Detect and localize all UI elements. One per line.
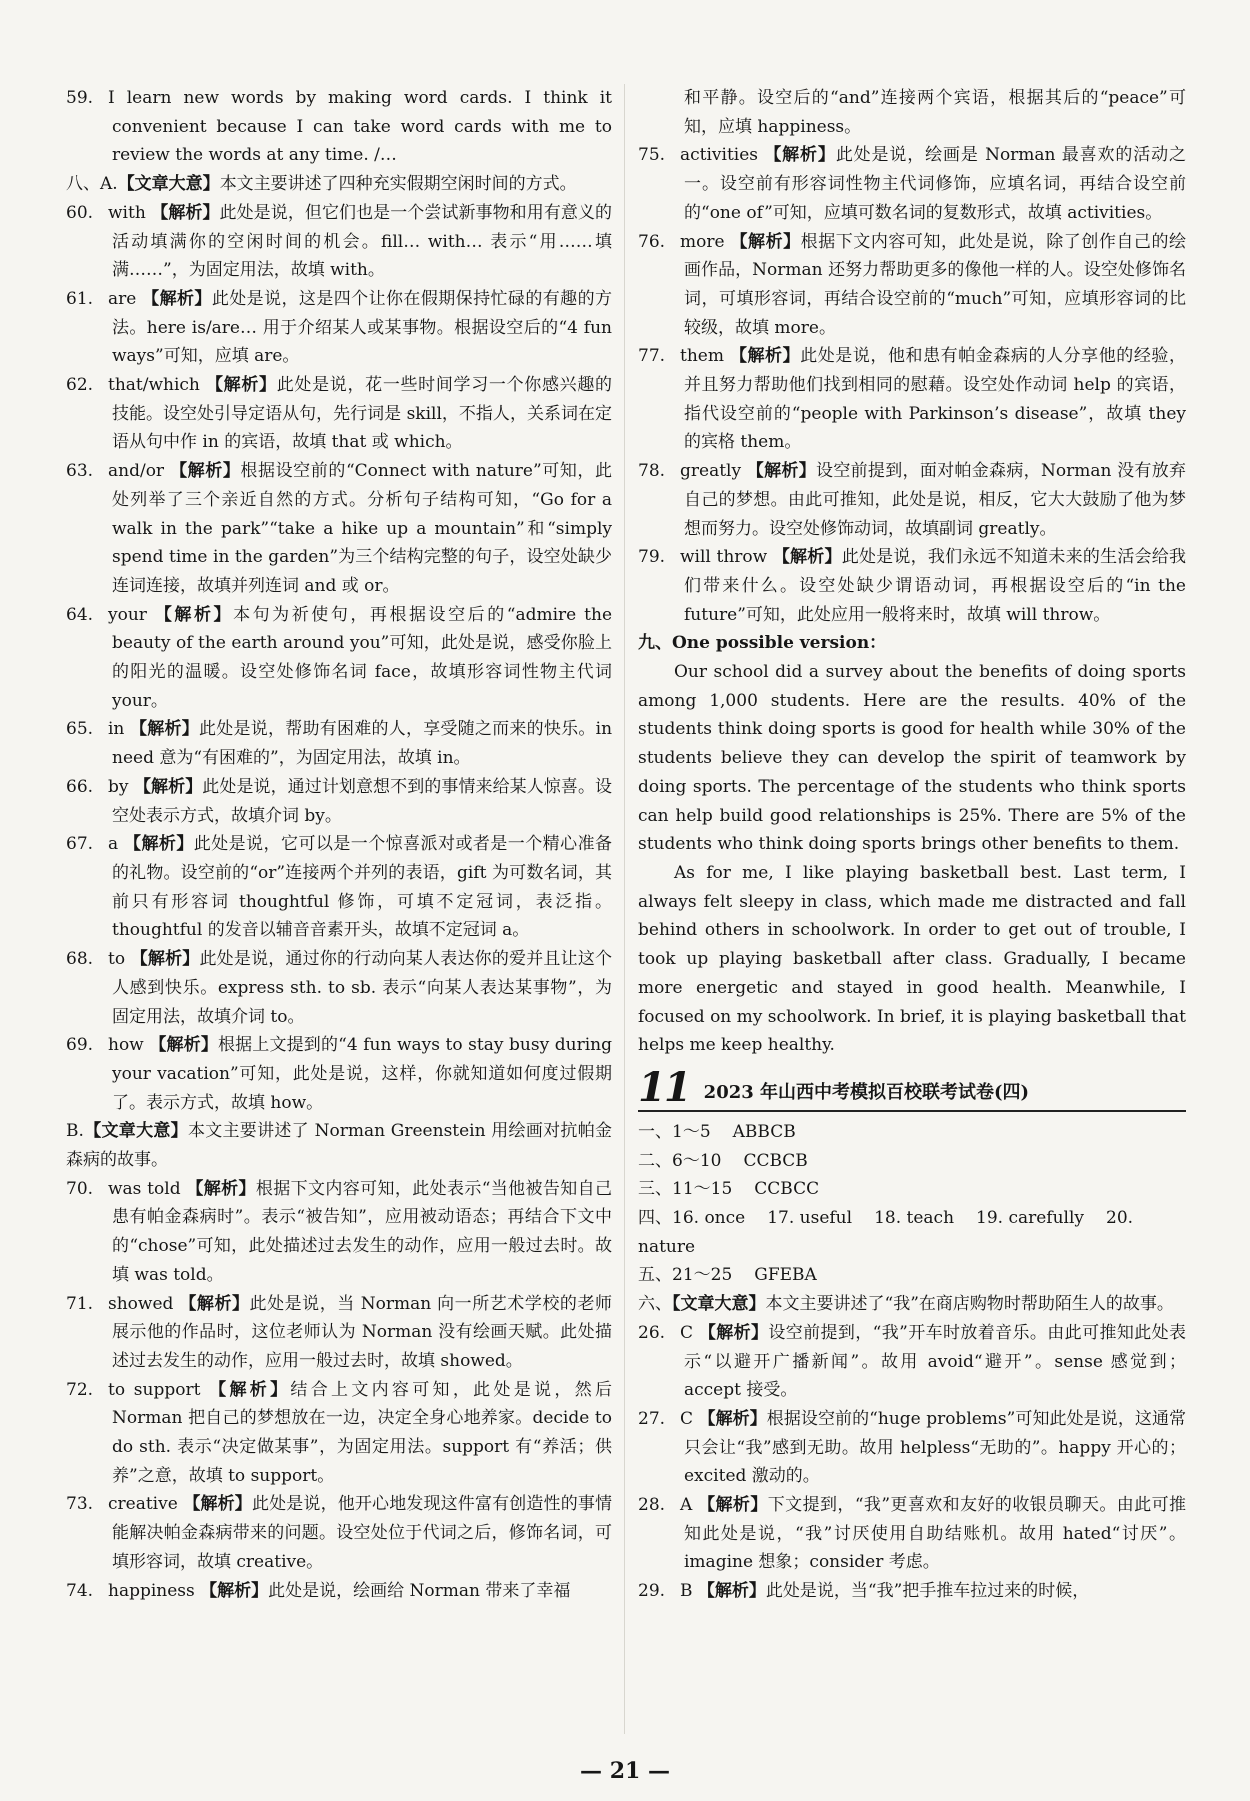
- exam-number: 11: [638, 1063, 690, 1111]
- answer-59: 59. I learn new words by making word cards. I think it convenient because I can take word cards with me to review the words at any time. /…: [66, 88, 612, 166]
- section-8b-summary: B.【文章大意】本文主要讲述了 Norman Greenstein 用绘画对抗帕金森病的故事。: [66, 1121, 612, 1171]
- exam-heading: [638, 1063, 1186, 1112]
- answer-65: 65. in 【解析】此处是说，帮助有困难的人，享受随之而来的快乐。in need 意为“有困难的”，为固定用法，故填 in。: [66, 719, 613, 769]
- exam-title: 2023 年山西中考模拟百校联考试卷(四): [703, 1081, 1030, 1103]
- answers-1-5: 一、1～5 ABBCB: [638, 1121, 796, 1142]
- answer-74-continued: 和平静。设空后的“and”连接两个宾语，根据其后的“peace”可知，应填 happiness。: [684, 88, 1186, 137]
- section-8a-summary: 八、A.【文章大意】本文主要讲述了四种充实假期空闲时间的方式。: [66, 174, 577, 195]
- essay-paragraph-2: As for me, I like playing basketball best. Last term, I always felt sleepy in class, which made me distracted and fall behind others in schoolwork. In order to get out of trouble, I took up playing basketball after class. Gradually, I became more energetic and stayed in good health. Meanwhile, I focused on my schoolwork. In brief, it is playing basketball that helps me keep healthy.: [638, 862, 1186, 1056]
- answer-27: 27. C 【解析】根据设空前的“huge problems”可知此处是说，这通常只会让“我”感到无助。故用 helpless“无助的”。happy 开心的；excited 激动的。: [638, 1408, 1187, 1487]
- answer-75: 75. activities 【解析】此处是说，绘画是 Norman 最喜欢的活动之一。设空前有形容词性物主代词修饰，应填名词，再结合设空前的“one of”可知，应填可数名词的复数形式，故填 activities。: [638, 145, 1187, 223]
- answer-68: 68. to 【解析】此处是说，通过你的行动向某人表达你的爱并且让这个人感到快乐。express sth. to sb. 表示“向某人表达某事物”，为固定用法，故填介词 to。: [66, 949, 613, 1027]
- right-column: [638, 84, 1186, 1606]
- answer-26: 26. C 【解析】设空前提到，“我”开车时放着音乐。由此可推知此处表示“以避开广播新闻”。故用 avoid“避开”。sense 感觉到；accept 接受。: [638, 1322, 1186, 1401]
- column-divider: [624, 84, 625, 1734]
- essay-paragraph-1: Our school did a survey about the benefits of doing sports among 1,000 students. Here are the results. 40% of the students think doing sports is good for health while 30% of the students believe they can develop the spirit of teamwork by doing sports. The percentage of the students who think sports can help build good relationships is 25%. There are 5% of the students who think doing sports brings other benefits to them.: [638, 662, 1186, 855]
- answers-21-25: 五、21～25 GFEBA: [638, 1265, 817, 1286]
- answer-62: 62. that/which 【解析】此处是说，花一些时间学习一个你感兴趣的技能。设空处引导定语从句，先行词是 skill，不指人，关系词在定语从句中作 in 的宾语，故填 that 或 which。: [66, 375, 613, 453]
- answer-76: 76. more 【解析】根据下文内容可知，此处是说，除了创作自己的绘画作品，Norman 还努力帮助更多的像他一样的人。设空处修饰名词，可填形容词，再结合设空前的“much”可知，应填形容词的比较级，故填 more。: [638, 231, 1187, 338]
- page-number: — 21 —: [580, 1758, 670, 1784]
- answer-28: 28. A 【解析】下文提到，“我”更喜欢和友好的收银员聊天。由此可推知此处是说，“我”讨厌使用自助结账机。故用 hated“讨厌”。imagine 想象；consider 考虑。: [638, 1495, 1187, 1573]
- answer-66: 66. by 【解析】此处是说，通过计划意想不到的事情来给某人惊喜。设空处表示方式，故填介词 by。: [66, 776, 613, 826]
- answer-74: 74. happiness 【解析】此处是说，绘画给 Norman 带来了幸福: [66, 1580, 571, 1601]
- answer-79: 79. will throw 【解析】此处是说，我们永远不知道未来的生活会给我们带来什么。设空处缺少谓语动词，再根据设空后的“in the future”可知，此处应用一般将来时，故填 will throw。: [638, 547, 1187, 625]
- answers-6-10: 二、6～10 CCBCB: [638, 1150, 808, 1171]
- answer-77: 77. them 【解析】此处是说，他和患有帕金森病的人分享他的经验，并且努力帮助他们找到相同的慰藉。设空处作动词 help 的宾语，指代设空前的“people with Parkinson’s disease”，故填 they 的宾格 them。: [638, 346, 1186, 453]
- answers-16-20: 四、16. once 17. useful 18. teach 19. carefully 20. nature: [638, 1208, 1134, 1257]
- answers-11-15: 三、11～15 CCBCC: [638, 1179, 820, 1200]
- answer-73: 73. creative 【解析】此处是说，他开心地发现这件富有创造性的事情能解决帕金森病带来的问题。设空处位于代词之后，修饰名词，可填形容词，故填 creative。: [66, 1494, 613, 1572]
- answer-69: 69. how 【解析】根据上文提到的“4 fun ways to stay busy during your vacation”可知，此处是说，这样，你就知道如何度过假期了。表示方式，故填 how。: [66, 1035, 612, 1113]
- answer-63: 63. and/or 【解析】根据设空前的“Connect with nature”可知，此处列举了三个亲近自然的方式。分析句子结构可知，“Go for a walk in the park”“take a hike up a mountain”和“simply spend time in the garden”为三个结构完整的句子，设空处缺少连词连接，故填并列连词 and 或 or。: [66, 461, 613, 596]
- answer-67: 67. a 【解析】此处是说，它可以是一个惊喜派对或者是一个精心准备的礼物。设空前的“or”连接两个并列的表语，gift 为可数名词，其前只有形容词 thoughtful 修饰，可填不定冠词，表泛指。thoughtful 的发音以辅音音素开头，故填不定冠词 a。: [66, 834, 613, 941]
- answer-78: 78. greatly 【解析】设空前提到，面对帕金森病，Norman 没有放弃自己的梦想。由此可推知，此处是说，相反，它大大鼓励了他为梦想而努力。设空处修饰动词，故填副词 greatly。: [638, 461, 1187, 539]
- answer-72: 72. to support 【解析】结合上文内容可知，此处是说，然后 Norman 把自己的梦想放在一边，决定全身心地养家。decide to do sth. 表示“决定做某事”，为固定用法。support 有“养活；供养”之意，故填 to support。: [66, 1379, 613, 1486]
- section-9-heading: 九、One possible version：: [638, 633, 887, 654]
- answer-29: 29. B 【解析】此处是说，当“我”把手推车拉过来的时候，: [638, 1581, 1090, 1602]
- answer-61: 61. are 【解析】此处是说，这是四个让你在假期保持忙碌的有趣的方法。here is/are… 用于介绍某人或某事物。根据设空后的“4 fun ways”可知，应填 are。: [66, 288, 613, 367]
- answer-70: 70. was told 【解析】根据下文内容可知，此处表示“当他被告知自己患有帕金森病时”。表示“被告知”，应用被动语态；再结合下文中的“chose”可知，此处描述过去发生的动作，应用一般过去时。故填 was told。: [66, 1178, 613, 1285]
- answer-60: 60. with 【解析】此处是说，但它们也是一个尝试新事物和用有意义的活动填满你的空闲时间的机会。fill… with… 表示“用……填满……”，为固定用法，故填 with。: [66, 202, 613, 281]
- answer-64: 64. your 【解析】本句为祈使句，再根据设空后的“admire the beauty of the earth around you”可知，此处是说，感受你脸上的阳光的温暖。设空处修饰名词 face，故填形容词性物主代词 your。: [66, 604, 613, 711]
- answer-71: 71. showed 【解析】此处是说，当 Norman 向一所艺术学校的老师展示他的作品时，这位老师认为 Norman 没有绘画天赋。此处描述过去发生的动作，应用一般过去时，故填 showed。: [66, 1293, 613, 1371]
- section-6-summary: 六、【文章大意】本文主要讲述了“我”在商店购物时帮助陌生人的故事。: [638, 1294, 1174, 1315]
- left-column: [66, 84, 612, 1605]
